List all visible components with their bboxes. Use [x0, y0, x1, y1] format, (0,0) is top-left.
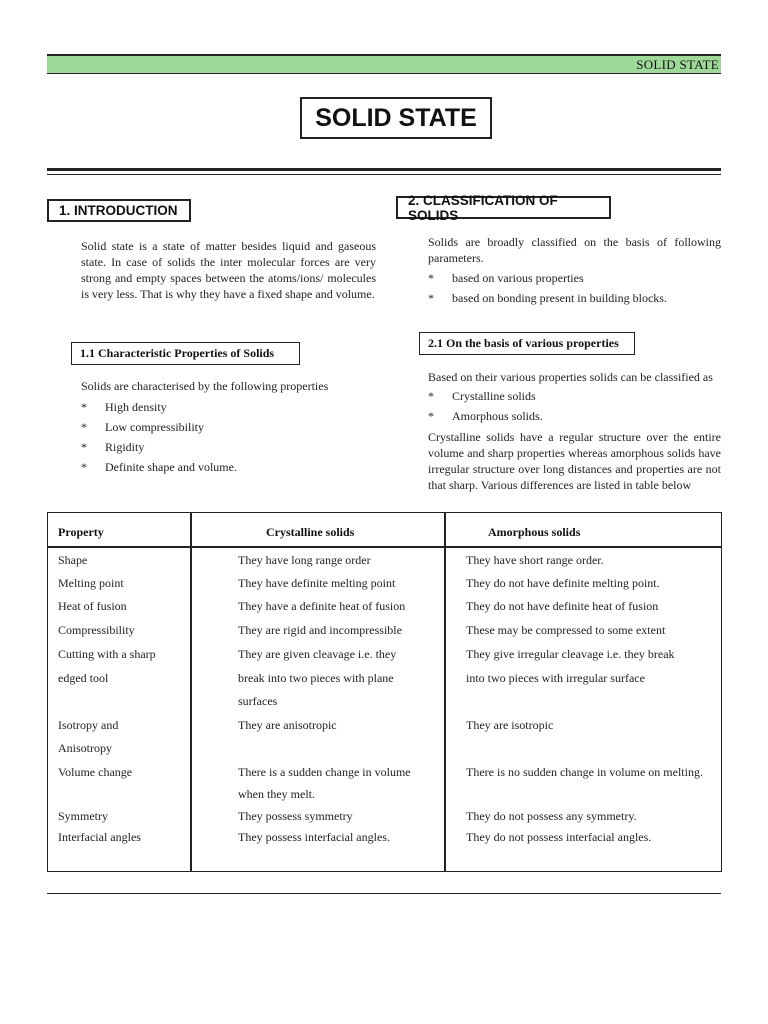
table-cell-property: Compressibility — [58, 623, 135, 637]
list-item: * High density — [81, 399, 167, 414]
table-cell-crystalline: They have definite melting point — [238, 576, 396, 590]
table-header-crystalline: Crystalline solids — [266, 525, 355, 539]
table-cell-property: Heat of fusion — [58, 599, 127, 613]
table-cell-crystalline: surfaces — [238, 694, 278, 708]
table-cell-amorphous: These may be compressed to some extent — [466, 623, 666, 637]
divider-thick — [47, 168, 721, 171]
classification-heading: 2. CLASSIFICATION OF SOLIDS — [396, 196, 611, 219]
various-properties-list — [428, 386, 721, 426]
table-cell-amorphous: into two pieces with irregular surface — [466, 671, 645, 685]
table-cell-crystalline: They are given cleavage i.e. they — [238, 647, 397, 661]
comparison-table — [47, 512, 722, 872]
table-cell-property: edged tool — [58, 671, 109, 685]
list-item: * based on various properties — [428, 270, 584, 285]
header-bar — [47, 54, 721, 74]
list-item: * Crystalline solids — [428, 388, 536, 403]
table-cell-property: Shape — [58, 553, 88, 567]
table-cell-amorphous: They do not possess any symmetry. — [466, 809, 637, 823]
list-item: * based on bonding present in building blocks. — [428, 290, 667, 305]
table-cell-property: Isotropy and — [58, 718, 119, 732]
classification-paragraph: Solids are broadly classified on the basis of following parameters. — [428, 235, 721, 265]
table-cell-property: Anisotropy — [58, 741, 112, 755]
intro-paragraph: Solid state is a state of matter besides liquid and gaseous state. In case of solids the inter molecular forces are very strong and empty spaces between the atoms/ions/ molecules is very less. That is why they have a fixed shape and volume. — [81, 239, 376, 301]
footer-divider — [47, 893, 721, 894]
table-cell-amorphous: They have short range order. — [466, 553, 604, 567]
table-cell-crystalline: They possess symmetry — [238, 809, 353, 823]
list-item: * Rigidity — [81, 439, 145, 454]
table-cell-crystalline: There is a sudden change in volume — [238, 765, 411, 779]
table-header-amorphous: Amorphous solids — [488, 525, 581, 539]
table-cell-property: Melting point — [58, 576, 124, 590]
header-section-label: SOLID STATE — [636, 57, 719, 72]
various-properties-heading: 2.1 On the basis of various properties — [419, 332, 635, 355]
characteristic-list — [81, 397, 381, 477]
divider-thin — [47, 174, 721, 175]
table-cell-crystalline: when they melt. — [238, 787, 315, 801]
table-cell-crystalline: They possess interfacial angles. — [238, 830, 390, 844]
table-cell-property: Symmetry — [58, 809, 108, 823]
page-title: SOLID STATE — [300, 97, 492, 139]
list-item: * Low compressibility — [81, 419, 204, 434]
table-column-divider — [444, 513, 446, 871]
table-cell-amorphous: They are isotropic — [466, 718, 554, 732]
list-item: * Definite shape and volume. — [81, 459, 237, 474]
table-cell-crystalline: They have a definite heat of fusion — [238, 599, 406, 613]
characteristic-heading: 1.1 Characteristic Properties of Solids — [71, 342, 300, 365]
table-header-divider — [48, 546, 721, 548]
table-cell-amorphous: They do not possess interfacial angles. — [466, 830, 652, 844]
various-properties-paragraph: Crystalline solids have a regular structure over the entire volume and sharp properties whereas amorphous solids have irregular structure over long distances and properties are not that sharp. Various differences are listed in table below — [428, 430, 721, 492]
classification-list — [428, 268, 721, 308]
table-cell-amorphous: They do not have definite heat of fusion — [466, 599, 659, 613]
table-column-divider — [190, 513, 192, 871]
table-cell-amorphous: They do not have definite melting point. — [466, 576, 660, 590]
characteristic-lead: Solids are characterised by the following properties — [81, 379, 329, 393]
table-cell-amorphous: They give irregular cleavage i.e. they break — [466, 647, 675, 661]
intro-heading: 1. INTRODUCTION — [47, 199, 191, 222]
table-cell-property: Interfacial angles — [58, 830, 141, 844]
list-item: * Amorphous solids. — [428, 408, 543, 423]
various-properties-lead: Based on their various properties solids can be classified as — [428, 370, 713, 384]
table-cell-amorphous: There is no sudden change in volume on melting. — [466, 765, 703, 779]
table-cell-crystalline: They are anisotropic — [238, 718, 337, 732]
table-cell-property: Volume change — [58, 765, 133, 779]
table-cell-property: Cutting with a sharp — [58, 647, 156, 661]
table-header-property: Property — [58, 525, 104, 539]
table-cell-crystalline: They are rigid and incompressible — [238, 623, 402, 637]
table-cell-crystalline: They have long range order — [238, 553, 371, 567]
table-cell-crystalline: break into two pieces with plane — [238, 671, 394, 685]
